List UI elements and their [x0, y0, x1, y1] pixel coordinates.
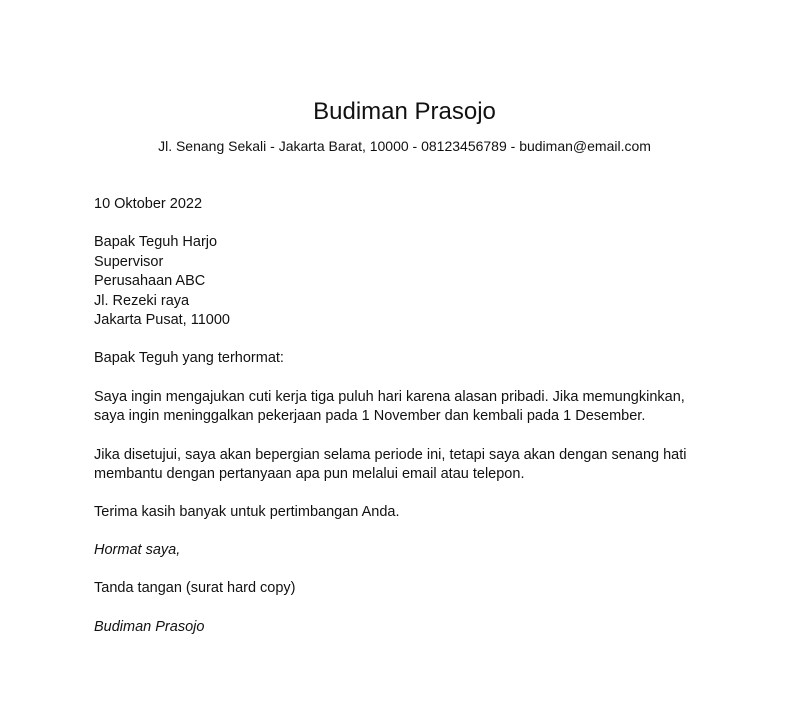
recipient-name: Bapak Teguh Harjo — [94, 234, 218, 250]
paragraph-2-line-2: membantu dengan pertanyaan apa pun melalui email atau telepon. — [94, 466, 525, 482]
sender-name: Budiman Prasojo — [313, 98, 496, 125]
signature-note: Tanda tangan (surat hard copy) — [94, 580, 296, 596]
signature-name: Budiman Prasojo — [94, 619, 205, 635]
salutation: Bapak Teguh yang terhormat: — [94, 350, 284, 366]
recipient-title: Supervisor — [94, 254, 164, 270]
closing: Hormat saya, — [94, 542, 181, 558]
paragraph-3: Terima kasih banyak untuk pertimbangan Anda. — [94, 504, 400, 520]
letter-date: 10 Oktober 2022 — [94, 196, 203, 212]
recipient-street: Jl. Rezeki raya — [94, 293, 190, 309]
paragraph-1-line-2: saya ingin meninggalkan pekerjaan pada 1 November dan kembali pada 1 Desember. — [94, 408, 646, 424]
paragraph-1-line-1: Saya ingin mengajukan cuti kerja tiga puluh hari karena alasan pribadi. Jika memungkinkan, — [94, 389, 685, 405]
recipient-city: Jakarta Pusat, 11000 — [94, 312, 230, 328]
sender-contact: Jl. Senang Sekali - Jakarta Barat, 10000 - 08123456789 - budiman@email.com — [158, 138, 651, 154]
recipient-company: Perusahaan ABC — [94, 273, 206, 289]
paragraph-2-line-1: Jika disetujui, saya akan bepergian selama periode ini, tetapi saya akan dengan senang hati — [94, 447, 687, 463]
